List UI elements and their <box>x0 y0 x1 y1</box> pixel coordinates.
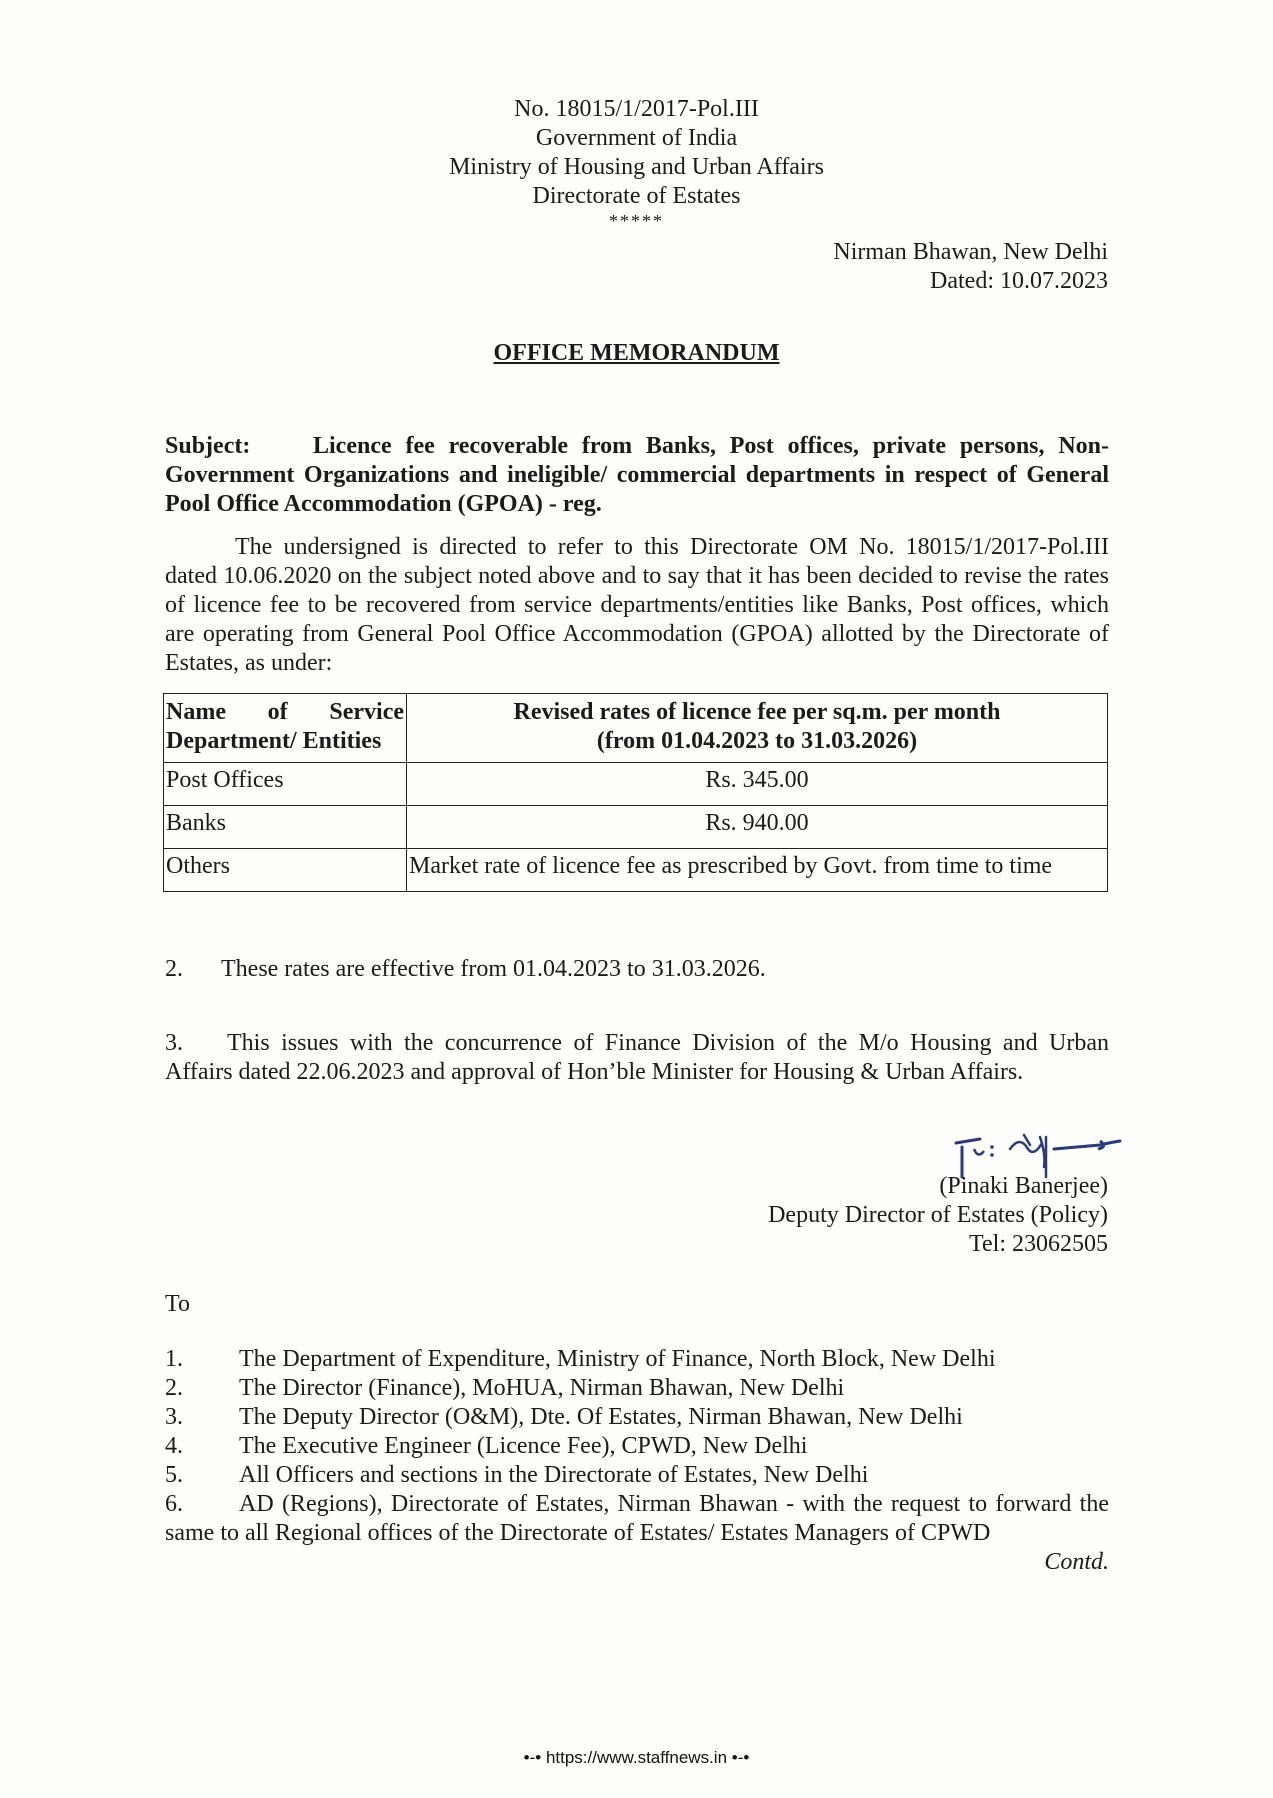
table-header-rate <box>407 694 1108 763</box>
signatory-block <box>768 1172 1108 1259</box>
table-header-entity <box>164 694 407 763</box>
paragraph-3 <box>165 1029 1109 1087</box>
paragraph-1: The undersigned is directed to refer to this Directorate OM No. 18015/1/2017-Pol.III dated 10.06.2020 on the subject noted above and to say that it has been decided to revise the rates of licence fee to be recovered from service departments/entities like Banks, Post offices, which are operating from General Pool Office Accommodation (GPOA) allotted by the Directorate of Estates, as under: <box>165 534 1109 676</box>
place: Nirman Bhawan, New Delhi <box>833 239 1108 265</box>
list-item <box>165 1461 1109 1490</box>
signatory-name: (Pinaki Banerjee) <box>939 1173 1108 1199</box>
paragraph-3-number: 3. <box>165 1030 183 1056</box>
reference-number: No. 18015/1/2017-Pol.III <box>514 96 759 122</box>
paragraph-3-text: This issues with the concurrence of Finance Division of the M/o Housing and Urban Affairs dated 22.06.2023 and approval of Hon’ble Minister for Housing & Urban Affairs. <box>165 1030 1109 1085</box>
entity-cell: Others <box>164 849 407 892</box>
government-name: Government of India <box>535 125 738 151</box>
list-item-number: 5. <box>165 1462 183 1488</box>
subject-text: Licence fee recoverable from Banks, Post offices, private persons, Non-Government Organizations and ineligible/ commercial departments in respect of General Pool Office Accommodation (GPOA) - reg. <box>165 433 1109 517</box>
paragraph-2-text: These rates are effective from 01.04.2023 to 31.03.2026. <box>221 956 766 982</box>
list-item-number: 2. <box>165 1375 183 1401</box>
directorate-name: Directorate of Estates <box>532 183 741 209</box>
rate-cell: Rs. 940.00 <box>407 806 1108 849</box>
list-item <box>165 1490 1109 1548</box>
list-item <box>165 1374 1109 1403</box>
col2-header-line1: Revised rates of licence fee per sq.m. per month <box>513 699 1001 725</box>
list-item-number: 3. <box>165 1404 183 1430</box>
list-item-text: AD (Regions), Directorate of Estates, Nirman Bhawan - with the request to forward the same to all Regional offices of the Directorate of Estates/ Estates Managers of CPWD <box>165 1491 1109 1546</box>
recipient-list <box>165 1345 1109 1577</box>
list-item-number: 1. <box>165 1346 183 1372</box>
col2-header-line2: (from 01.04.2023 to 31.03.2026) <box>596 728 918 754</box>
list-item-text: The Director (Finance), MoHUA, Nirman Bhawan, New Delhi <box>239 1375 845 1401</box>
subject-block <box>165 432 1109 519</box>
table-row <box>164 763 1108 806</box>
separator-stars: ***** <box>609 211 664 231</box>
licence-fee-table <box>163 693 1108 892</box>
paragraph-2 <box>165 955 1109 984</box>
signatory-designation: Deputy Director of Estates (Policy) <box>768 1202 1108 1228</box>
place-date-block <box>833 238 1108 296</box>
rate-cell: Market rate of licence fee as prescribed by Govt. from time to time <box>407 849 1108 892</box>
ministry-name: Ministry of Housing and Urban Affairs <box>449 154 824 180</box>
table-row <box>164 806 1108 849</box>
entity-cell: Post Offices <box>164 763 407 806</box>
continued-note: Contd. <box>1044 1549 1109 1575</box>
list-item <box>165 1432 1109 1461</box>
rate-cell: Rs. 345.00 <box>407 763 1108 806</box>
letterhead <box>0 95 1273 231</box>
list-item-text: The Department of Expenditure, Ministry of Finance, North Block, New Delhi <box>239 1346 996 1372</box>
entity-cell: Banks <box>164 806 407 849</box>
table-header-row <box>164 694 1108 763</box>
list-item-text: The Deputy Director (O&M), Dte. Of Estates, Nirman Bhawan, New Delhi <box>239 1404 963 1430</box>
col1-header-text: Name of Service Department/ Entities <box>166 699 404 754</box>
document-title: OFFICE MEMORANDUM <box>493 340 780 366</box>
date: Dated: 10.07.2023 <box>930 268 1108 294</box>
list-item-text: The Executive Engineer (Licence Fee), CPWD, New Delhi <box>239 1433 808 1459</box>
paragraph-2-number: 2. <box>165 956 183 982</box>
list-item-number: 4. <box>165 1433 183 1459</box>
list-item-text: All Officers and sections in the Directorate of Estates, New Delhi <box>239 1462 869 1488</box>
footer-url: •-• https://www.staffnews.in •-• <box>523 1748 750 1767</box>
subject-label: Subject: <box>165 433 251 459</box>
list-item <box>165 1345 1109 1374</box>
to-label: To <box>165 1291 190 1317</box>
signatory-tel: Tel: 23062505 <box>969 1231 1108 1257</box>
list-item-number: 6. <box>165 1491 183 1517</box>
list-item <box>165 1403 1109 1432</box>
table-row <box>164 849 1108 892</box>
